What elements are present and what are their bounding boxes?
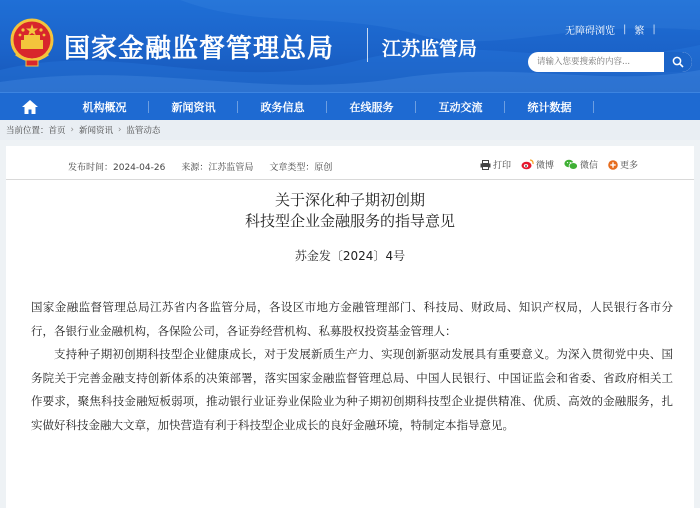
search-box: [528, 52, 692, 72]
site-title[interactable]: 国家金融监督管理总局: [64, 34, 335, 64]
body-paragraph: 支持种子期初创期科技型企业健康成长，对于发展新质生产力、实现创新驱动发展具有重要意义。为深入贯彻党中央、国务院关于完善金融支持创新体系的决策部署，落实国家金融监督管理总局、中国人民银行、中国证监会和省委、省政府相关工作要求，聚焦科技金融短板弱项，推动银行业证券业保险业为种子期初创期科技型企业提供精准、优质、高效的金融服务，扎实做好科技金融大文章，加快营造有利于科技型企业成长的良好金融环境，特制定本指导意见。: [31, 347, 673, 432]
search-input[interactable]: [528, 52, 664, 72]
article-body: [31, 296, 673, 437]
breadcrumb-prefix: 当前位置：: [6, 126, 49, 136]
article-title-line-1: 关于深化种子期初创期: [274, 191, 425, 209]
national-emblem-icon: [10, 18, 54, 68]
content-area: [0, 140, 700, 508]
traditional-chinese-link[interactable]: 繁: [634, 26, 645, 37]
nav-item-interaction[interactable]: 互动交流: [416, 93, 505, 121]
document-number: 苏金发〔2024〕4号: [294, 249, 406, 263]
weibo-label: 微博: [535, 161, 554, 171]
article: [6, 146, 694, 508]
publish-time: 发布时间：2024-04-26: [68, 163, 166, 173]
print-button[interactable]: [480, 158, 511, 171]
utility-separator: |: [652, 24, 656, 35]
utility-links: [565, 22, 664, 37]
share-wechat-button[interactable]: [564, 158, 598, 171]
breadcrumb-regulatory-news[interactable]: 监管动态: [126, 126, 161, 136]
more-label: 更多: [619, 161, 638, 171]
article-title-line-2: 科技型企业金融服务的指导意见: [244, 212, 455, 230]
utility-separator: |: [623, 24, 627, 35]
share-weibo-button[interactable]: [521, 158, 554, 171]
breadcrumb: [0, 120, 700, 140]
article-meta: [68, 160, 332, 173]
site-subtitle[interactable]: 江苏监管局: [382, 38, 478, 60]
title-divider: [367, 28, 368, 62]
breadcrumb-separator: ›: [70, 125, 74, 135]
meta-divider: [6, 179, 694, 180]
share-bar: [480, 158, 638, 171]
article-source: 来源：江苏监管局: [181, 163, 254, 173]
breadcrumb-news[interactable]: 新闻资讯: [78, 126, 113, 136]
weibo-icon: [521, 159, 534, 170]
search-button[interactable]: [664, 52, 692, 72]
main-nav: [0, 92, 700, 120]
accessibility-link[interactable]: 无障碍浏览: [565, 26, 615, 37]
home-icon: [22, 100, 38, 114]
addressee-paragraph: 国家金融监督管理总局江苏省内各监管分局，各设区市地方金融管理部门、科技局、财政局、知识产权局，人民银行各市分行，各银行业金融机构，各保险公司，各证券经营机构、私募股权投资基金管理人：: [31, 300, 673, 338]
search-icon: [672, 56, 684, 68]
nav-item-online-services[interactable]: 在线服务: [327, 93, 416, 121]
printer-icon: [480, 160, 491, 170]
site-header: [0, 0, 700, 92]
article-type: 文章类型：原创: [269, 163, 333, 173]
wechat-icon: [564, 159, 578, 170]
wechat-label: 微信: [579, 161, 598, 171]
print-label: 打印: [492, 161, 511, 171]
nav-item-news[interactable]: 新闻资讯: [149, 93, 238, 121]
nav-item-org-overview[interactable]: 机构概况: [60, 93, 149, 121]
breadcrumb-home[interactable]: 首页: [48, 126, 66, 136]
nav-item-statistics[interactable]: 统计数据: [505, 93, 594, 121]
nav-item-government-info[interactable]: 政务信息: [238, 93, 327, 121]
plus-icon: [608, 160, 618, 170]
breadcrumb-separator: ›: [117, 125, 122, 135]
nav-home[interactable]: [0, 93, 60, 121]
article-title: [6, 190, 694, 232]
share-more-button[interactable]: [608, 158, 638, 171]
